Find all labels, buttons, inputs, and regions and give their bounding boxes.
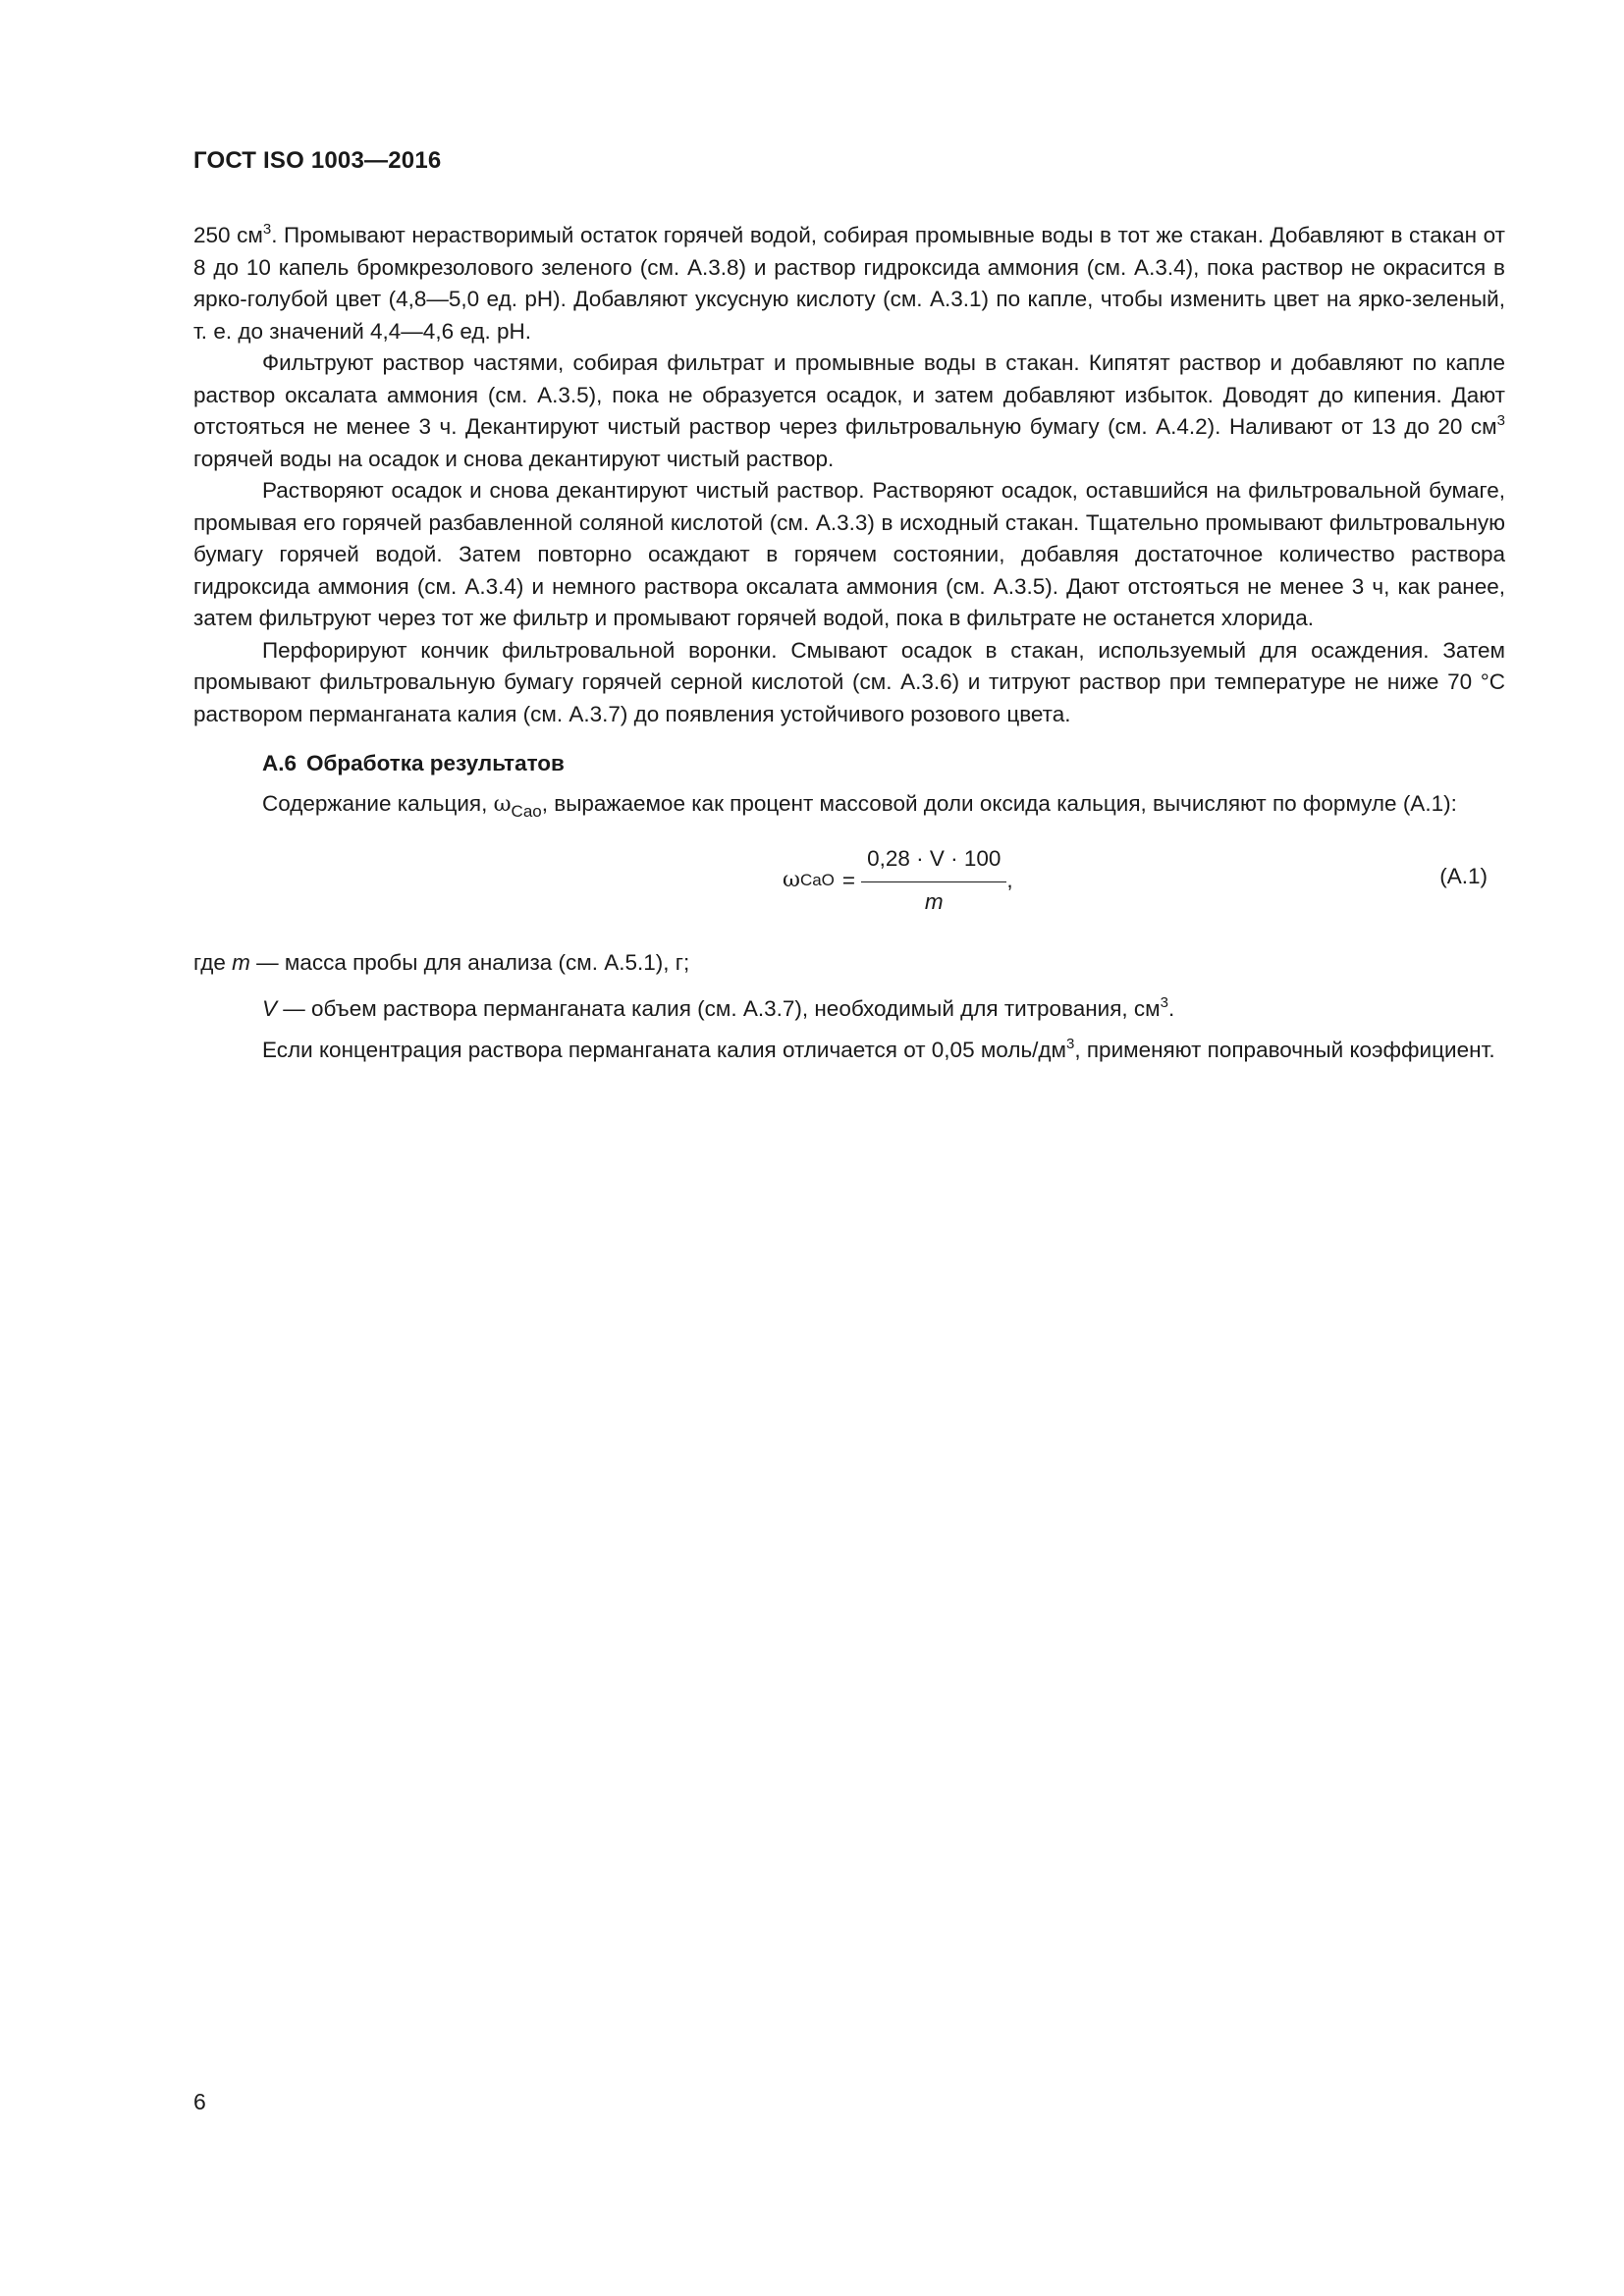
formula-row	[193, 835, 1505, 945]
text-span: Фильтруют раствор частями, собирая фильтрат и промывные воды в стакан. Кипятят раствор и добавляют по капле раствор оксалата аммония (см. А.3.5), пока не образуется осадок, и затем добавляют избыток. Доводят до кипения. Дают отстояться не менее 3 ч. Декантируют чистый раствор через фильтровальную бумагу (см. А.4.2). Наливают от 13 до 20 см	[193, 350, 1505, 439]
document-body	[193, 220, 1505, 1067]
text-span: . Промывают нерастворимый остаток горячей водой, собирая промывные воды в тот же стакан. Добавляют в стакан от 8 до 10 капель бромкрезолового зеленого (см. А.3.8) и раствор гидроксида аммония (см. А.3.4), пока раствор не окрасится в ярко-голубой цвет (4,8—5,0 ед. рН). Добавляют уксусную кислоту (см. А.3.1) по капле, чтобы изменить цвет на ярко-зеленый, т. е. до значений 4,4—4,6 ед. рН.	[193, 223, 1505, 344]
text-span: — масса пробы для анализа (см. А.5.1), г;	[249, 950, 690, 975]
formula-equals: =	[841, 867, 856, 892]
paragraph-filtration	[193, 347, 1505, 475]
text-span: — объем раствора перманганата калия (см. А.3.7), необходимый для титрования, см	[277, 995, 1161, 1021]
omega-symbol: ω	[493, 791, 512, 817]
variable-m: m	[232, 950, 250, 975]
subscript: Cao	[511, 801, 542, 821]
superscript: 3	[1066, 1036, 1075, 1052]
text-span: где	[193, 950, 233, 975]
where-m	[193, 947, 1505, 980]
formula-comma: ,	[1006, 867, 1013, 892]
formula-numerator: 0,28 · V · 100	[861, 843, 1006, 882]
document-header: ГОСТ ISO 1003—2016	[193, 147, 442, 174]
where-v	[193, 993, 1505, 1026]
text-span: Если концентрация раствора перманганата калия отличается от 0,05 моль/дм	[262, 1038, 1067, 1062]
paragraph-continuation	[193, 220, 1505, 347]
text-span: , выражаемое как процент массовой доли оксида кальция, вычисляют по формуле (А.1):	[541, 790, 1457, 816]
superscript: 3	[262, 221, 272, 238]
formula-subscript: CaO	[799, 870, 835, 889]
text-span: горячей воды на осадок и снова декантируют чистый раствор.	[193, 446, 835, 471]
paragraph-intro	[193, 788, 1505, 828]
section-number: А.6	[262, 751, 298, 775]
text-span: , применяют поправочный коэффициент.	[1074, 1038, 1495, 1062]
paragraph-titration: Перфорируют кончик фильтровальной воронки. Смывают осадок в стакан, используемый для осаждения. Затем промывают фильтровальную бумагу горячей серной кислотой (см. А.3.6) и титруют раствор при температуре не ниже 70 °С раствором перманганата калия (см. А.3.7) до появления устойчивого розового цвета.	[193, 637, 1505, 726]
text-span: 250 см	[193, 223, 263, 247]
formula-denominator: m	[924, 888, 944, 914]
formula-number: (А.1)	[1439, 864, 1488, 888]
paragraph-correction	[193, 1035, 1505, 1067]
section-title: Обработка результатов	[306, 751, 565, 775]
text-span: Содержание кальция,	[262, 790, 494, 816]
text-span: .	[1168, 995, 1175, 1021]
variable-v: V	[262, 995, 278, 1021]
formula	[783, 843, 1013, 918]
paragraph-dissolution: Растворяют осадок и снова декантируют чистый раствор. Растворяют осадок, оставшийся на фильтровальной бумаге, промывая его горячей разбавленной соляной кислотой (см. А.3.3) в исходный стакан. Тщательно промывают фильтровальную бумагу горячей водой. Затем повторно осаждают в горячем состоянии, добавляя достаточное количество раствора гидроксида аммония (см. А.3.4) и немного раствора оксалата аммония (см. А.3.5). Дают отстояться не менее 3 ч, как ранее, затем фильтруют через тот же фильтр и промывают горячей водой, пока в фильтрате не останется хлорида.	[193, 478, 1505, 630]
section-heading	[193, 748, 1505, 780]
superscript: 3	[1160, 993, 1168, 1011]
formula-fraction	[861, 843, 1006, 918]
page-number: 6	[193, 2089, 206, 2114]
formula-omega: ω	[783, 867, 800, 892]
superscript: 3	[1496, 412, 1505, 429]
